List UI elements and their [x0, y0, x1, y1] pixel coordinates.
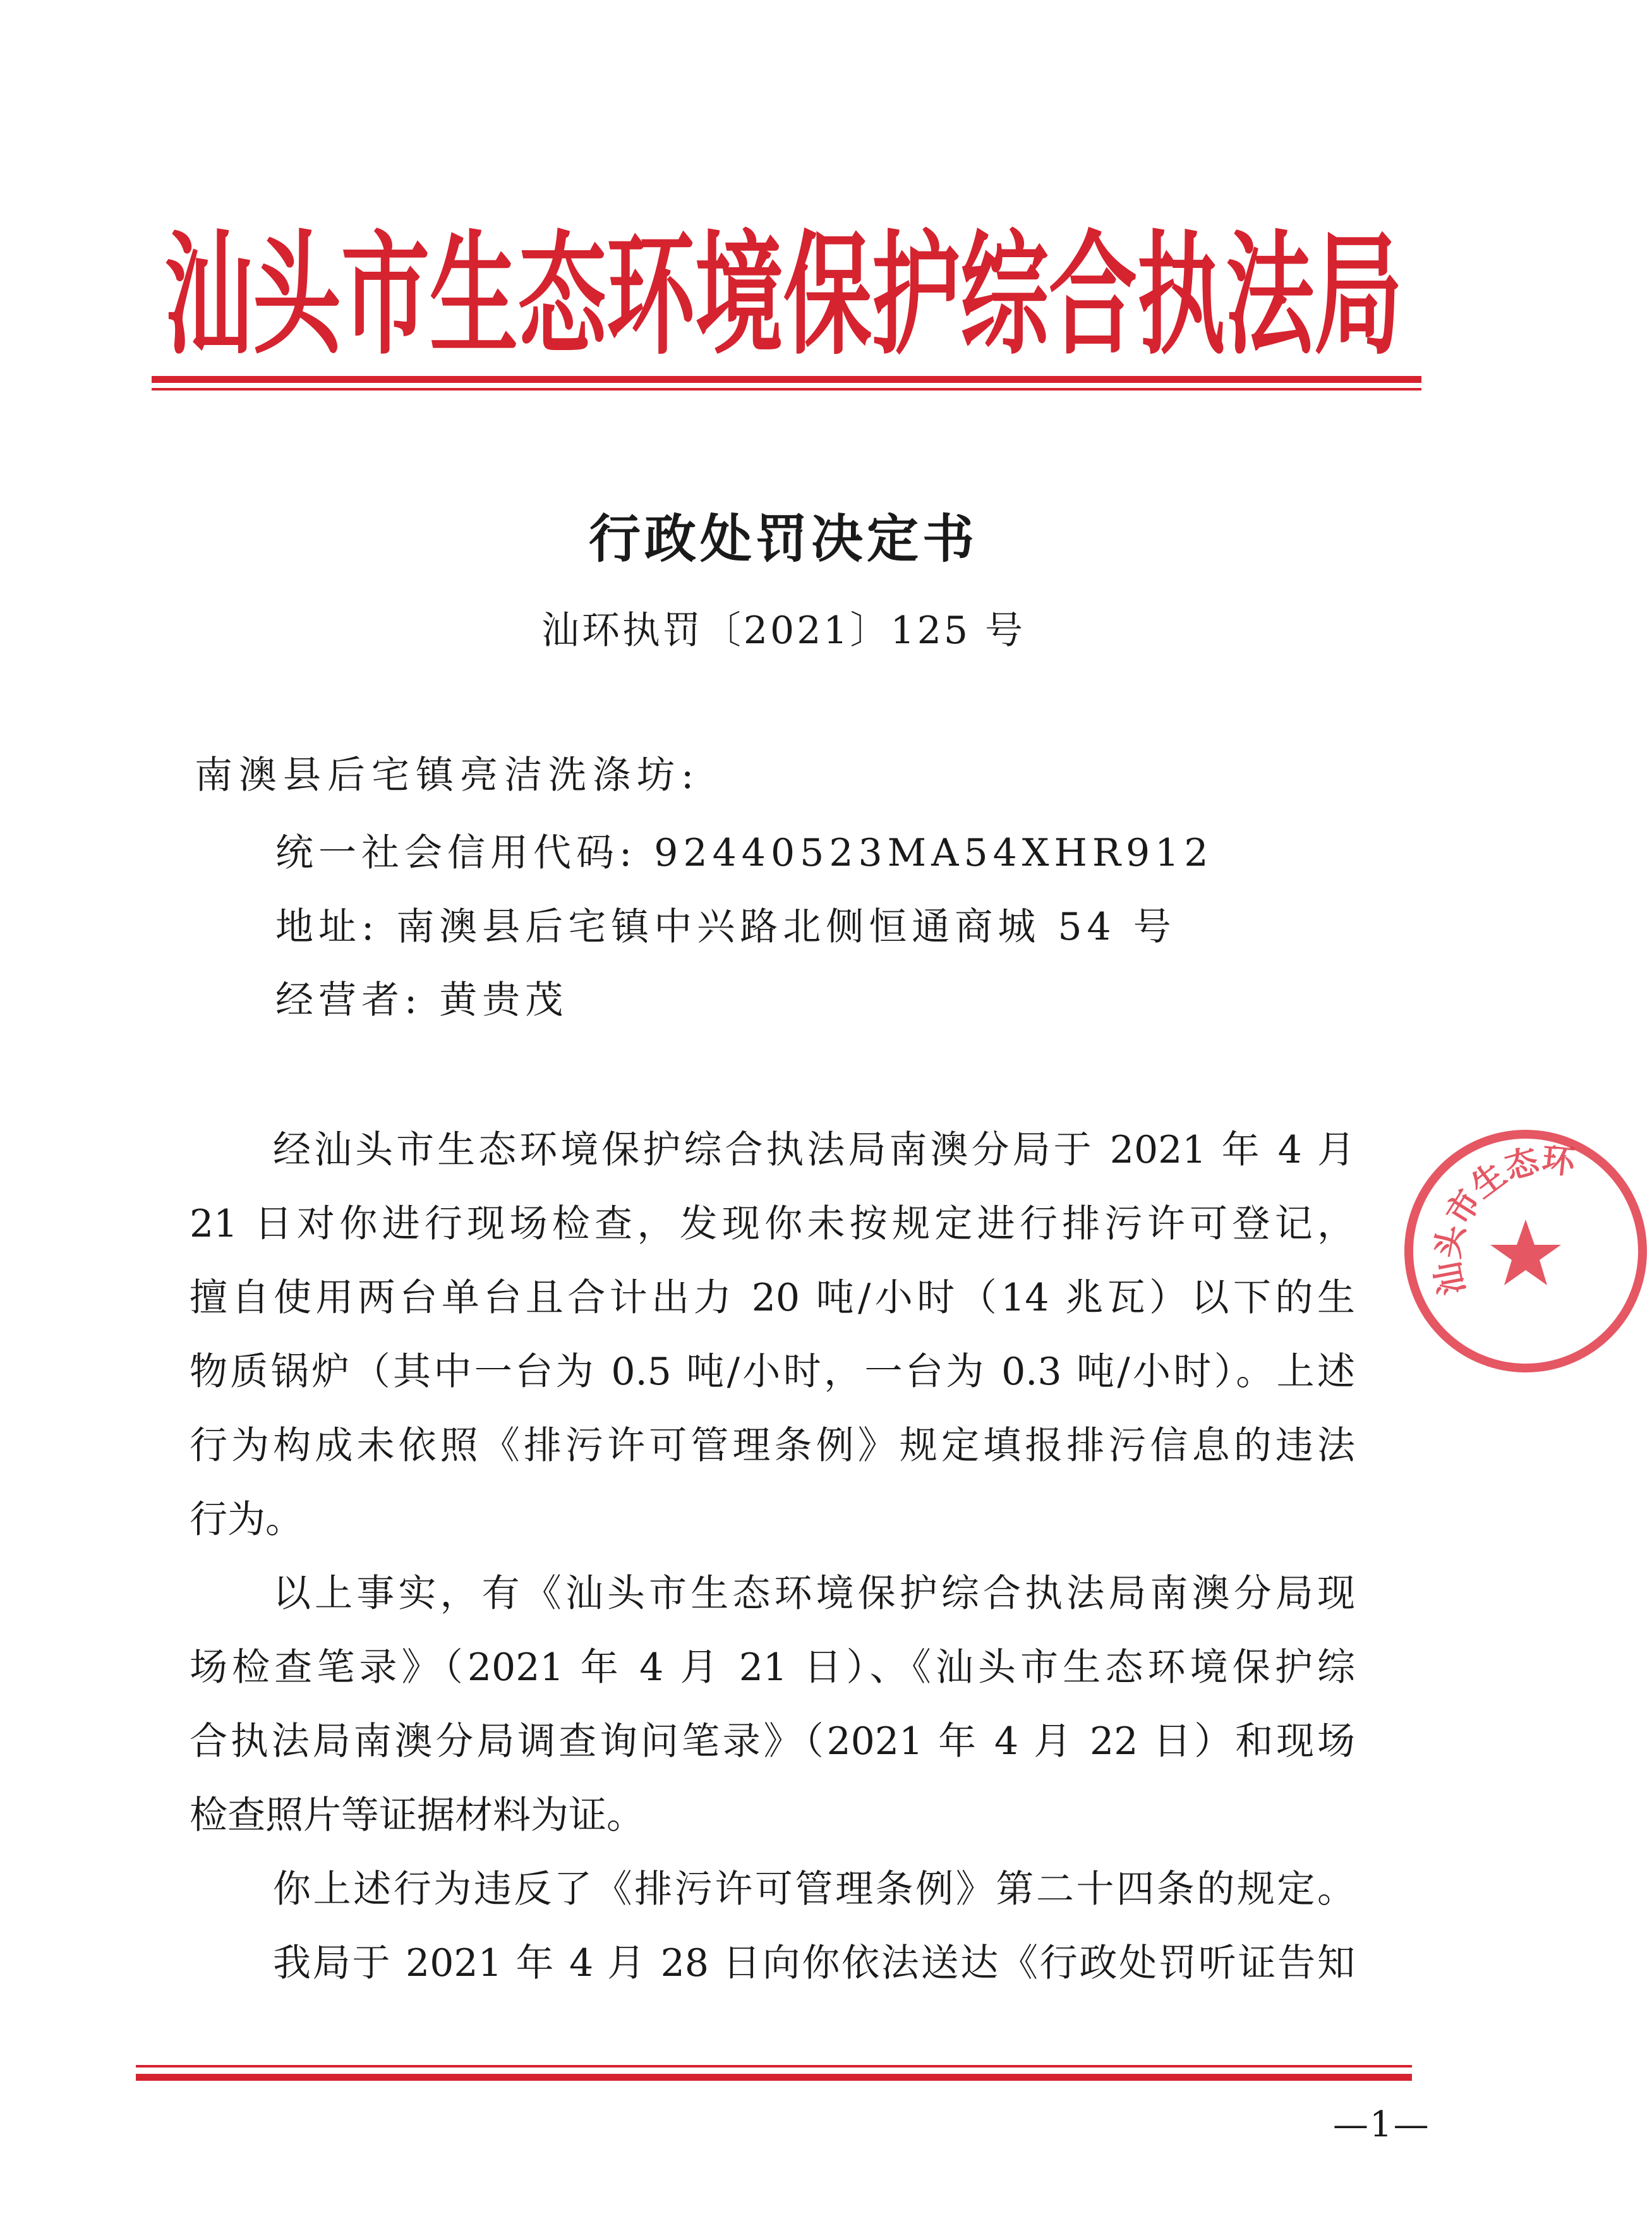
credit-code-line: 统一社会信用代码: 92440523MA54XHR912: [275, 831, 1214, 875]
seal-text-path: 汕头市生态环: [1428, 1141, 1577, 1299]
document-title: 行政处罚决定书: [588, 509, 978, 569]
address-line: 地址: 南澳县后宅镇中兴路北侧恒通商城 54 号: [275, 905, 1176, 949]
footer-rule-thin: [136, 2065, 1412, 2068]
body-line: 物质锅炉（其中一台为 0.5 吨/小时，一台为 0.3 吨/小时）。上述: [190, 1350, 1355, 1394]
body-line: 经汕头市生态环境保护综合执法局南澳分局于 2021 年 4 月: [273, 1128, 1355, 1172]
header-rule-thin: [152, 388, 1421, 391]
body-line: 行为。: [190, 1498, 303, 1542]
operator-line: 经营者: 黄贵茂: [275, 978, 569, 1022]
body-line: 行为构成未依照《排污许可管理条例》规定填报排污信息的违法: [190, 1424, 1355, 1468]
body-line: 擅自使用两台单台且合计出力 20 吨/小时（14 兆瓦）以下的生: [190, 1276, 1355, 1320]
body-line: 你上述行为违反了《排污许可管理条例》第二十四条的规定。: [273, 1867, 1355, 1911]
body-line: 合执法局南澳分局调查询问笔录》（2021 年 4 月 22 日）和现场: [190, 1719, 1355, 1764]
body-line: 以上事实，有《汕头市生态环境保护综合执法局南澳分局现: [273, 1571, 1355, 1616]
official-seal-svg: [1399, 1125, 1652, 1377]
body-line: 场检查笔录》（2021 年 4 月 21 日）、《汕头市生态环境保护综: [190, 1645, 1355, 1690]
header-rule-thick: [152, 376, 1421, 383]
seal-star-icon: [1490, 1220, 1561, 1285]
agency-masthead-svg: [157, 215, 1410, 373]
body-line: 检查照片等证据材料为证。: [190, 1793, 644, 1838]
recipient-name: 南澳县后宅镇亮洁洗涤坊:: [195, 753, 701, 797]
body-line: 我局于 2021 年 4 月 28 日向你依法送达《行政处罚听证告知: [273, 1941, 1355, 1985]
official-seal: [1399, 1125, 1652, 1377]
footer-rule-thick: [136, 2074, 1412, 2081]
body-line: 21 日对你进行现场检查，发现你未按规定进行排污许可登记，: [190, 1202, 1355, 1246]
agency-masthead: [157, 215, 1410, 373]
page-number: —1—: [1333, 2104, 1430, 2145]
document-number: 汕环执罚〔2021〕125 号: [541, 608, 1026, 653]
agency-name: 汕头市生态环境保护综合执法局: [164, 218, 1402, 373]
